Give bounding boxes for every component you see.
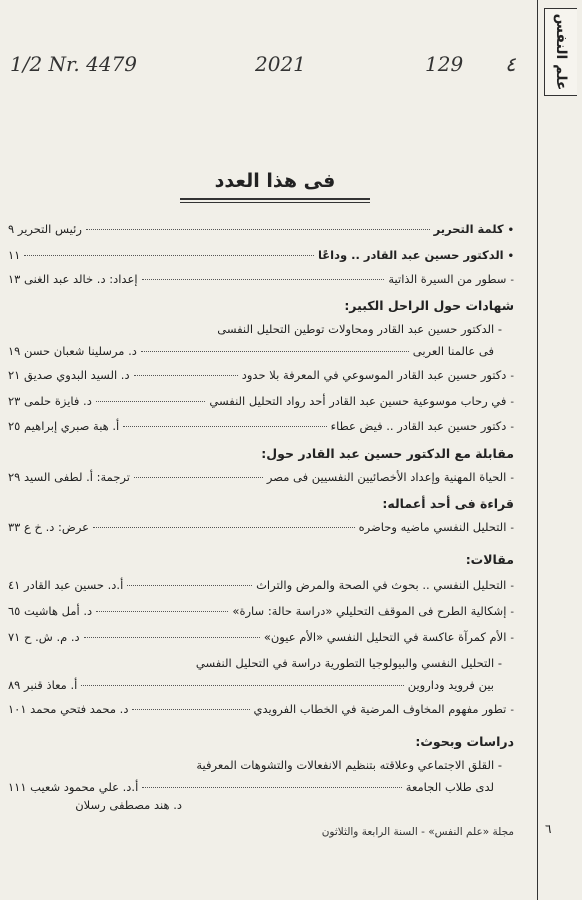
- title-underline-thin: [180, 202, 370, 203]
- toc-title: فى هذا العدد: [214, 170, 336, 192]
- entry-title: كلمة التحرير: [433, 222, 504, 236]
- toc-entry: - التحليل النفسي والبيولوجيا التطورية دراسة في التحليل النفسي: [195, 656, 502, 670]
- entry-author: د. محمد فتحي محمد ١٠١: [8, 702, 129, 716]
- entry-title: التحليل النفسي ماضيه وحاضره: [358, 520, 507, 534]
- toc-entry: - دكتور حسين عبد القادر الموسوعي في المعرفة بلا حدود د. السيد البدوي صديق ٢١: [8, 368, 514, 382]
- toc-entry: - القلق الاجتماعي وعلاقته بتنظيم الانفعالات والتشوهات المعرفية: [196, 758, 502, 772]
- toc-entry: - إشكالية الطرح فى الموقف التحليلي «دراسة حالة: سارة» د. أمل هاشيت ٦٥: [8, 604, 514, 618]
- entry-author: أ.د. علي محمود شعيب ١١١: [8, 780, 139, 794]
- entry-author: أ. معاذ قنبر ٨٩: [8, 678, 78, 692]
- entry-title: في رحاب موسوعية حسين عبد القادر أحد رواد التحليل النفسي: [209, 394, 507, 408]
- entry-title: بين فرويد وداروين: [407, 678, 494, 692]
- entry-title: التحليل النفسي والبيولوجيا التطورية دراسة في التحليل النفسي: [195, 656, 495, 670]
- journal-side-title: علم النفس: [553, 13, 569, 91]
- section-heading: دراسات وبحوث:: [415, 734, 514, 749]
- entry-title: الحياة المهنية وإعداد الأخصائيين النفسيين فى مصر: [266, 470, 507, 484]
- entry-author: عرض: د. خ ع ٣٣: [8, 520, 90, 534]
- entry-title: التحليل النفسي .. بحوث في الصحة والمرض والتراث: [256, 578, 507, 592]
- toc-entry: [8, 678, 494, 692]
- entry-author: ترجمة: أ. لطفى السيد ٢٩: [8, 470, 130, 484]
- journal-footer: مجلة «علم النفس» - السنة الرابعة والثلاثون: [321, 826, 514, 838]
- toc-entry: [8, 798, 182, 812]
- toc-entry: [8, 344, 494, 358]
- entry-author: أ. هبة صبري إبراهيم ٢٥: [8, 419, 120, 433]
- toc-entry: - تطور مفهوم المخاوف المرضية في الخطاب الفرويدي د. محمد فتحي محمد ١٠١: [8, 702, 514, 716]
- toc-entry: - التحليل النفسي ماضيه وحاضره عرض: د. خ ع ٣٣: [8, 520, 514, 534]
- toc-entry: - الدكتور حسين عبد القادر ومحاولات توطين التحليل النفسى: [217, 322, 502, 336]
- entry-title: سطور من السيرة الذاتية: [388, 272, 507, 286]
- toc-entry: [8, 780, 494, 794]
- page-number: ٦: [545, 822, 552, 836]
- entry-title: دكتور حسين عبد القادر الموسوعي في المعرفة بلا حدود: [241, 368, 507, 382]
- section-heading: مقابلة مع الدكتور حسين عبد القادر حول:: [261, 446, 514, 461]
- toc-entry: - دكتور حسين عبد القادر .. فيض عطاء أ. هبة صبري إبراهيم ٢٥: [8, 419, 514, 433]
- toc-entry: • الدكتور حسين عبد القادر .. وداعًا ١١: [8, 248, 514, 262]
- section-heading: شهادات حول الراحل الكبير:: [344, 298, 514, 313]
- entry-title: الأم كمرآة عاكسة في التحليل النفسي «الأم عيون»: [263, 630, 507, 644]
- handwritten-code: 1/2 Nr. 4479: [10, 52, 138, 76]
- entry-author: إعداد: د. خالد عبد الغنى ١٣: [8, 272, 138, 286]
- title-underline: [180, 198, 370, 200]
- journal-side-tab: [544, 8, 577, 96]
- entry-title: إشكالية الطرح فى الموقف التحليلي «دراسة حالة: سارة»: [232, 604, 507, 618]
- handwritten-mark: ٤: [505, 52, 516, 76]
- toc-entry: - التحليل النفسي .. بحوث في الصحة والمرض والتراث أ.د. حسين عبد القادر ٤١: [8, 578, 514, 592]
- entry-title: لدى طلاب الجامعة: [405, 780, 494, 794]
- entry-author: د. فايزة حلمى ٢٣: [8, 394, 92, 408]
- entry-author: د. م. ش. ح ٧١: [8, 630, 80, 644]
- section-heading: قراءة فى أحد أعماله:: [382, 496, 514, 511]
- entry-author: أ.د. حسين عبد القادر ٤١: [8, 578, 124, 592]
- toc-entry: - سطور من السيرة الذاتية إعداد: د. خالد عبد الغنى ١٣: [8, 272, 514, 286]
- margin-rule: [537, 0, 538, 900]
- handwritten-year: 2021: [255, 52, 306, 76]
- entry-author: د. مرسلينا شعبان حسن ١٩: [8, 344, 137, 358]
- entry-author: د. السيد البدوي صديق ٢١: [8, 368, 130, 382]
- entry-title: الدكتور حسين عبد القادر .. وداعًا: [317, 248, 504, 262]
- entry-author: د. أمل هاشيت ٦٥: [8, 604, 93, 618]
- toc-entry: • كلمة التحرير رئيس التحرير ٩: [8, 222, 514, 236]
- entry-author: د. هند مصطفى رسلان: [75, 798, 182, 812]
- entry-page: ١١: [8, 248, 21, 262]
- toc-entry: - الحياة المهنية وإعداد الأخصائيين النفسيين فى مصر ترجمة: أ. لطفى السيد ٢٩: [8, 470, 514, 484]
- section-heading: مقالات:: [465, 552, 514, 567]
- entry-title: دكتور حسين عبد القادر .. فيض عطاء: [330, 419, 507, 433]
- entry-title: الدكتور حسين عبد القادر ومحاولات توطين التحليل النفسى: [217, 322, 495, 336]
- entry-title: فى عالمنا العربى: [412, 344, 494, 358]
- entry-title: تطور مفهوم المخاوف المرضية في الخطاب الفرويدي: [253, 702, 507, 716]
- toc-entry: - في رحاب موسوعية حسين عبد القادر أحد رواد التحليل النفسي د. فايزة حلمى ٢٣: [8, 394, 514, 408]
- entry-title: القلق الاجتماعي وعلاقته بتنظيم الانفعالات والتشوهات المعرفية: [196, 758, 495, 772]
- toc-entry: - الأم كمرآة عاكسة في التحليل النفسي «الأم عيون» د. م. ش. ح ٧١: [8, 630, 514, 644]
- handwritten-number: 129: [425, 52, 464, 76]
- entry-author: رئيس التحرير ٩: [8, 222, 82, 236]
